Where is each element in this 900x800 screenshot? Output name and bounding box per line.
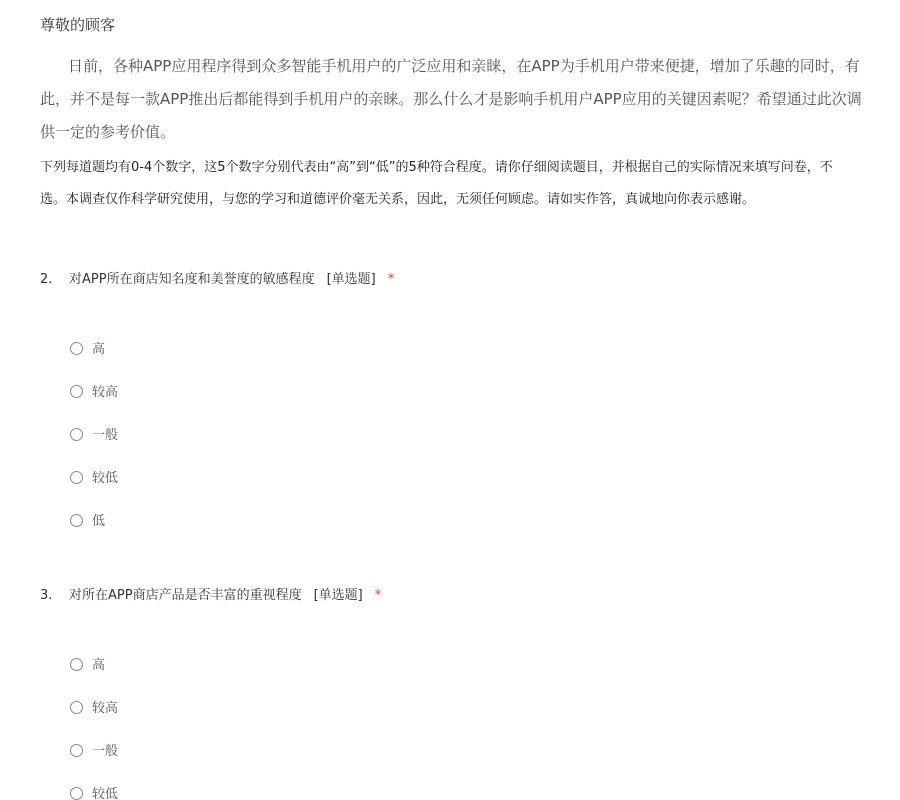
- question-text: 对APP所在商店知名度和美誉度的敏感程度: [69, 272, 315, 287]
- option-list: [40, 340, 860, 555]
- radio-button[interactable]: [70, 471, 83, 484]
- question-2: [40, 270, 860, 555]
- instruction-line: 下列每道题均有0-4个数字，这5个数字分别代表由“高”到“低”的5种符合程度。请你仔细阅读题目，并根据自己的实际情况来填写问卷，不: [40, 160, 833, 175]
- radio-button[interactable]: [70, 787, 83, 800]
- question-title: [40, 270, 860, 290]
- option-high[interactable]: [40, 656, 860, 699]
- option-label: 较高: [92, 701, 119, 716]
- intro-paragraph: [40, 50, 900, 149]
- greeting: 尊敬的顾客: [40, 16, 116, 34]
- required-marker: *: [387, 272, 395, 287]
- radio-button[interactable]: [70, 658, 83, 671]
- question-number: 3.: [40, 588, 53, 603]
- question-title: [40, 586, 860, 606]
- option-label: 一般: [92, 428, 119, 443]
- option-label: 较低: [92, 471, 119, 486]
- option-label: 高: [92, 342, 106, 357]
- radio-button[interactable]: [70, 428, 83, 441]
- option-label: 高: [92, 658, 106, 673]
- option-label: 较高: [92, 385, 119, 400]
- option-low[interactable]: [40, 512, 860, 555]
- instruction-paragraph: [40, 152, 900, 216]
- radio-button[interactable]: [70, 514, 83, 527]
- option-medium[interactable]: [40, 426, 860, 469]
- radio-button[interactable]: [70, 701, 83, 714]
- question-text: 对所在APP商店产品是否丰富的重视程度: [69, 588, 302, 603]
- option-medium[interactable]: [40, 742, 860, 785]
- question-type: [单选题]: [313, 588, 363, 603]
- instruction-line: 选。本调查仅作科学研究使用，与您的学习和道德评价毫无关系，因此，无须任何顾虑。请如实作答，真诚地向你表示感谢。: [40, 192, 756, 207]
- option-label: 低: [92, 514, 106, 529]
- option-label: 一般: [92, 744, 119, 759]
- question-type: [单选题]: [326, 272, 376, 287]
- intro-line: 此，并不是每一款APP推出后都能得到手机用户的亲睐。那么什么才是影响手机用户APP应用的关键因素呢？希望通过此次调: [40, 90, 862, 108]
- required-marker: *: [374, 588, 382, 603]
- option-label: 较低: [92, 787, 119, 800]
- option-fairly-low[interactable]: [40, 785, 860, 800]
- question-number: 2.: [40, 272, 53, 287]
- intro-line: 日前，各种APP应用程序得到众多智能手机用户的广泛应用和亲睐，在APP为手机用户带来便捷，增加了乐趣的同时，有: [68, 57, 860, 75]
- option-fairly-high[interactable]: [40, 383, 860, 426]
- radio-button[interactable]: [70, 385, 83, 398]
- intro-line: 供一定的参考价值。: [40, 123, 176, 141]
- option-fairly-high[interactable]: [40, 699, 860, 742]
- option-list: [40, 656, 860, 800]
- radio-button[interactable]: [70, 342, 83, 355]
- radio-button[interactable]: [70, 744, 83, 757]
- option-fairly-low[interactable]: [40, 469, 860, 512]
- question-3: [40, 586, 860, 800]
- option-high[interactable]: [40, 340, 860, 383]
